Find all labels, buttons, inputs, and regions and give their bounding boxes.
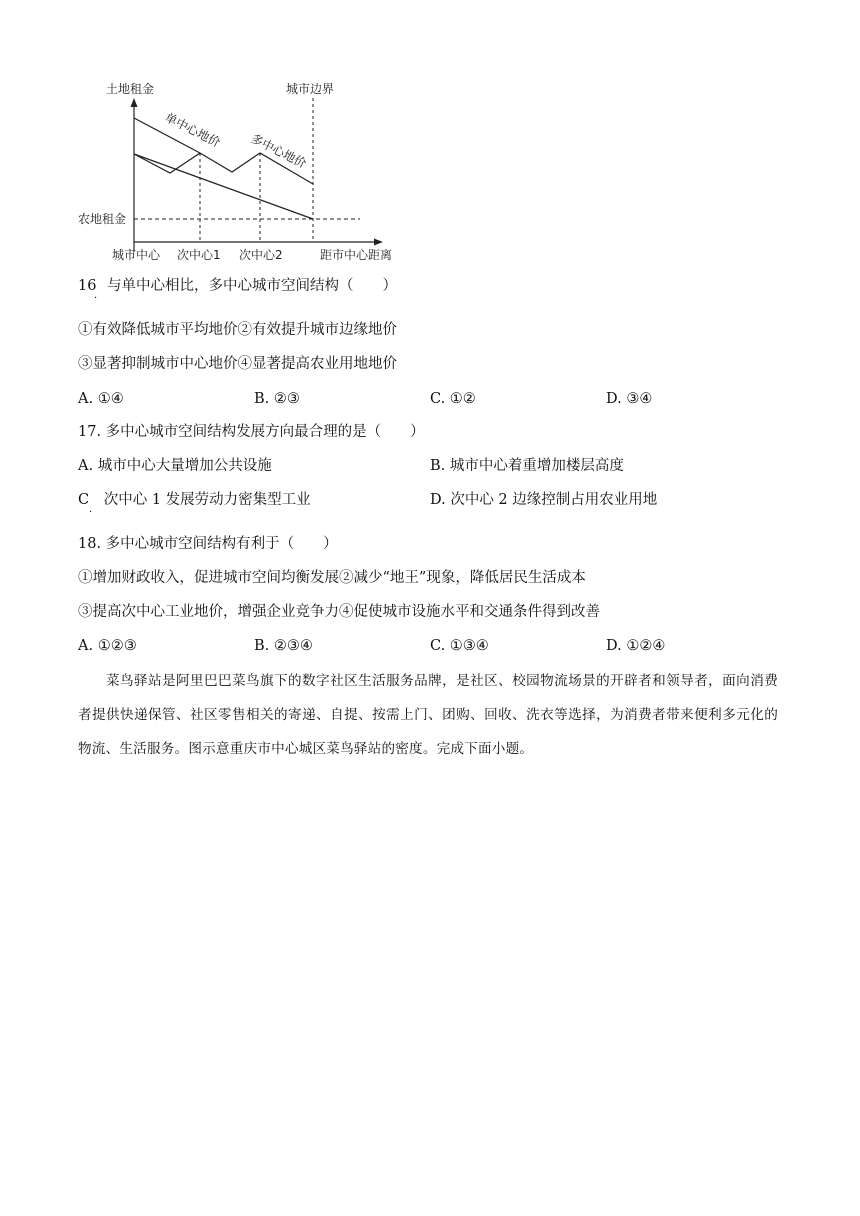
q17-dot: · [89,507,93,518]
q18-statement-1: ①增加财政收入，促进城市空间均衡发展②减少“地王”现象，降低居民生活成本 [78,570,586,586]
single-center-price-line [134,154,313,219]
q18-option-d[interactable]: D. ①②④ [606,638,666,654]
q17-stem: 17. 多中心城市空间结构发展方向最合理的是（ ） [78,424,425,440]
q16-option-d[interactable]: D. ③④ [606,391,653,407]
q17-option-c-letter: C [78,492,90,508]
single-center-label: 单中心地价 [162,110,223,150]
x-label-center: 城市中心 [112,248,161,262]
q16-option-a[interactable]: A. ①④ [78,391,124,407]
q17-option-b[interactable]: B. 城市中心着重增加楼层高度 [430,458,624,474]
q18-option-a[interactable]: A. ①②③ [78,638,137,654]
q18-stem: 18. 多中心城市空间结构有利于（ ） [78,536,338,552]
q16-number: 16 [78,278,97,294]
multi-center-label: 多中心地价 [248,131,309,171]
q16-stem: 与单中心相比，多中心城市空间结构（ ） [107,278,398,294]
passage-paragraph: 菜鸟驿站是阿里巴巴菜鸟旗下的数字社区生活服务品牌，是社区、校园物流场景的开辟者和领导者，面向消费者提供快递保管、社区零售相关的寄递、自提、按需上门、团购、回收、洗衣等选择，为消费者带来便利多元化的物流、生活服务。图示意重庆市中心城区菜鸟驿站的密度。完成下面小题。 [78,673,778,757]
q16-dot: · [94,293,98,304]
q18-option-b[interactable]: B. ②③④ [254,638,313,654]
y-axis-label: 土地租金 [106,82,155,96]
q16-option-b[interactable]: B. ②③ [254,391,300,407]
land-rent-svg [72,76,392,266]
x-axis-label: 距市中心距离 [320,248,392,262]
q18-statement-2: ③提高次中心工业地价，增强企业竞争力④促使城市设施水平和交通条件得到改善 [78,604,600,620]
land-rent-diagram [72,76,392,266]
q17-option-a[interactable]: A. 城市中心大量增加公共设施 [78,458,272,474]
q17-option-d[interactable]: D. 次中心 2 边缘控制占用农业用地 [430,492,658,508]
q18-option-c[interactable]: C. ①③④ [430,638,489,654]
x-label-sub2: 次中心2 [239,248,283,262]
boundary-label: 城市边界 [286,82,335,96]
x-axis-arrow [374,239,383,246]
x-label-sub1: 次中心1 [177,248,221,262]
multi-center-inner-dip [134,153,200,173]
q17-option-c-text: 次中心 1 发展劳动力密集型工业 [103,492,311,508]
q16-statement-1: ①有效降低城市平均地价②有效提升城市边缘地价 [78,322,397,338]
y-axis-arrow [131,98,138,107]
q16-statement-2: ③显著抑制城市中心地价④显著提高农业用地地价 [78,356,397,372]
farm-rent-label: 农地租金 [78,212,127,226]
q16-option-c[interactable]: C. ①② [430,391,476,407]
q16-stem-line [78,276,397,296]
q17-option-c[interactable] [78,490,311,510]
